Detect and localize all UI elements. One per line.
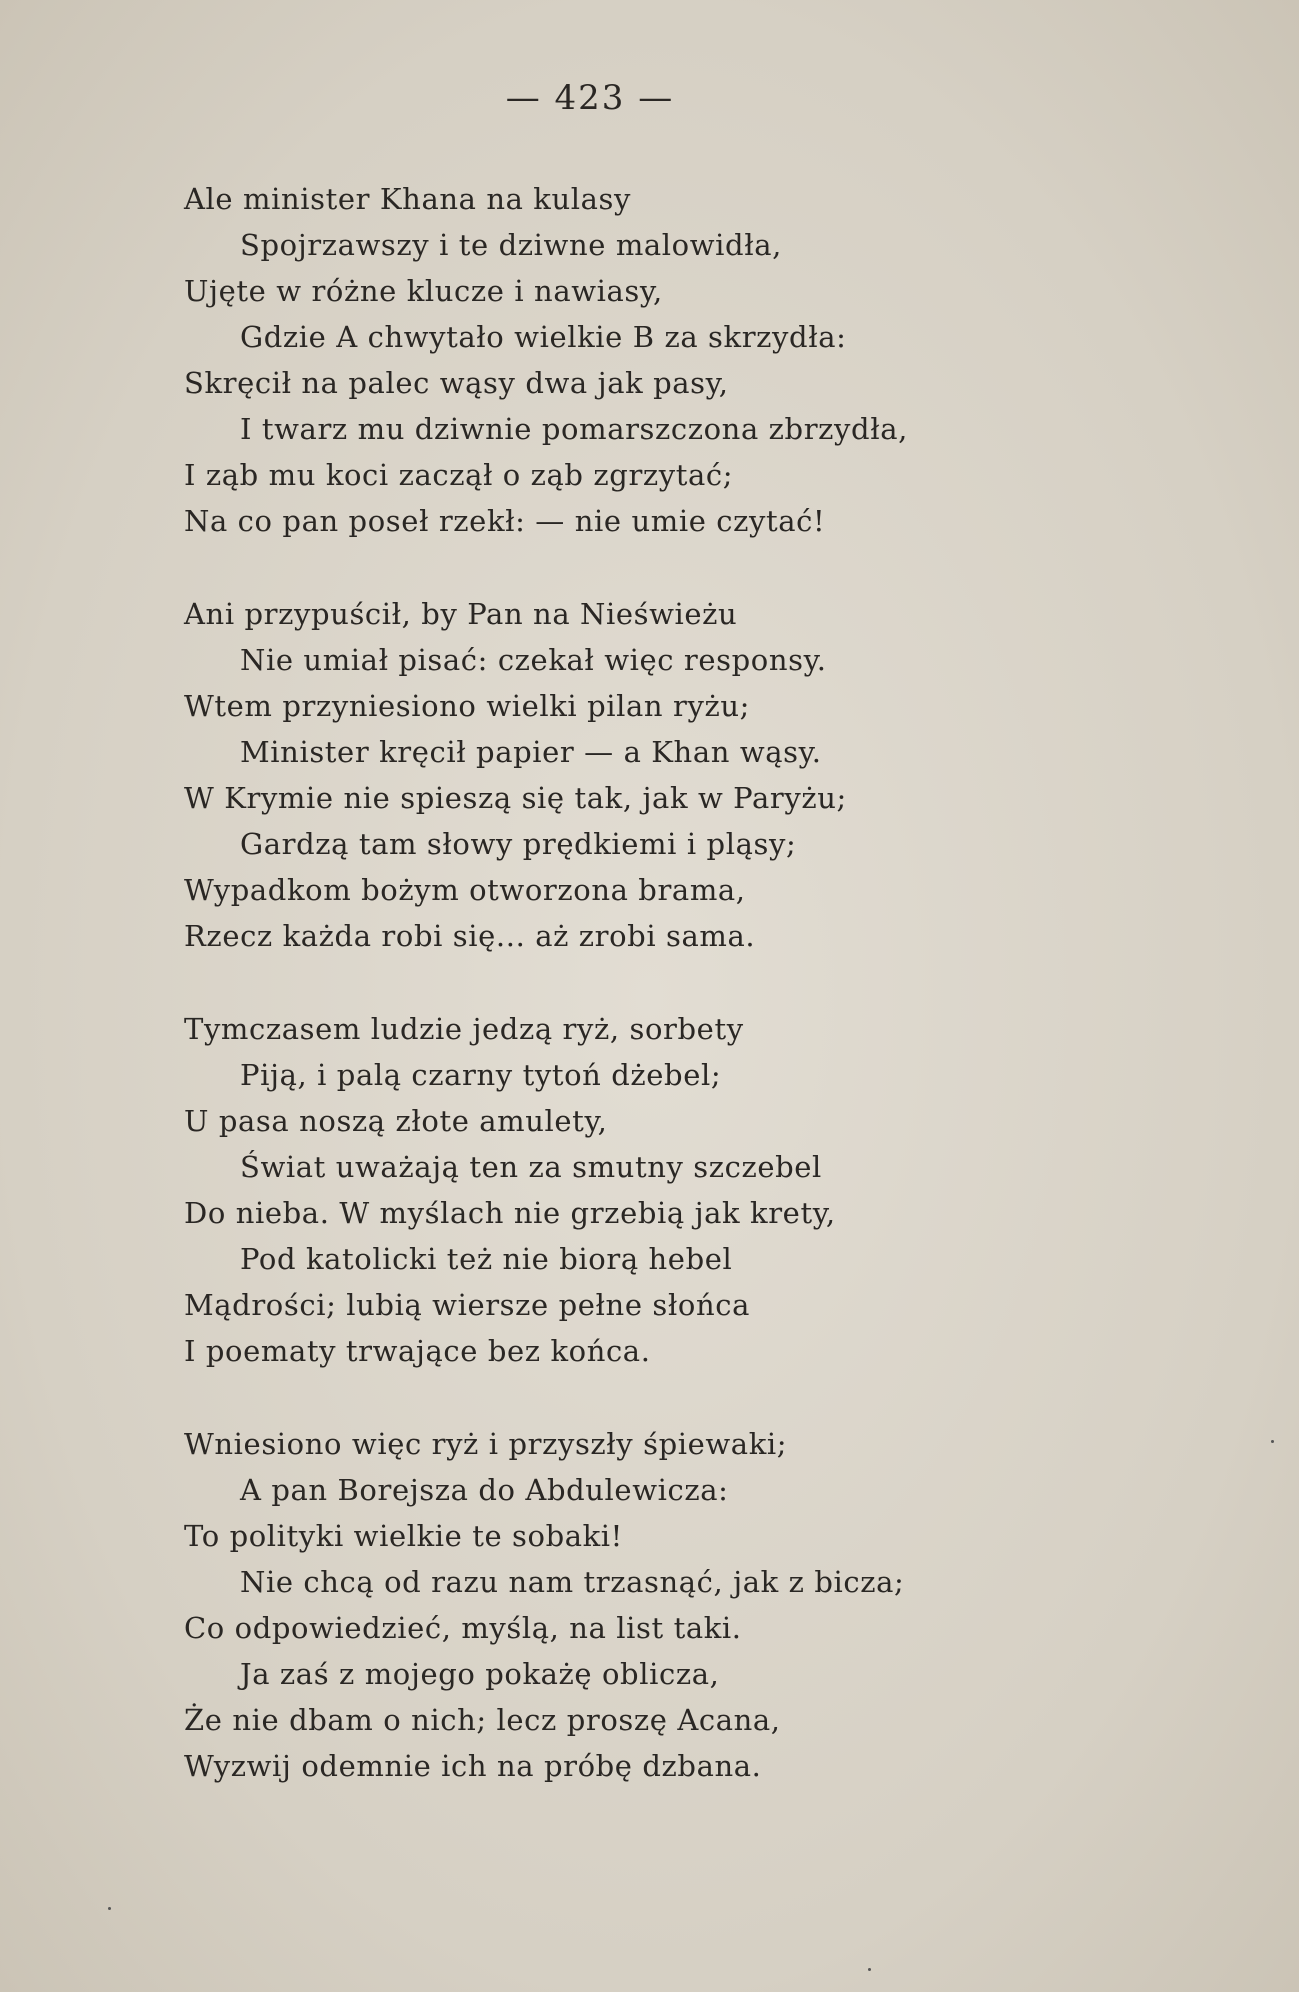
verse-line: I twarz mu dziwnie pomarszczona zbrzydła,: [240, 412, 908, 446]
verse-line: Wniesiono więc ryż i przyszły śpiewaki;: [184, 1427, 788, 1461]
verse-line: Na co pan poseł rzekł: — nie umie czytać!: [184, 504, 826, 538]
stanza-2: [184, 591, 1244, 959]
verse-line: Do nieba. W myślach nie grzebią jak krety,: [184, 1196, 836, 1230]
verse-line: Tymczasem ludzie jedzą ryż, sorbety: [184, 1012, 744, 1046]
verse-line: Rzecz każda robi się... aż zrobi sama.: [184, 919, 756, 953]
stanza-1: [184, 176, 1244, 544]
verse-line: Wypadkom bożym otworzona brama,: [184, 873, 746, 907]
verse-line: Piją, i palą czarny tytoń dżebel;: [240, 1058, 722, 1092]
verse-line: I poematy trwające bez końca.: [184, 1334, 651, 1368]
verse-line: Świat uważają ten za smutny szczebel: [240, 1150, 822, 1184]
verse-line: Ja zaś z mojego pokażę oblicza,: [240, 1657, 720, 1691]
verse-line: I ząb mu koci zaczął o ząb zgrzytać;: [184, 458, 734, 492]
verse-line: Mądrości; lubią wiersze pełne słońca: [184, 1288, 750, 1322]
verse-line: Gardzą tam słowy prędkiemi i pląsy;: [240, 827, 797, 861]
verse-line: Wtem przyniesiono wielki pilan ryżu;: [184, 689, 750, 723]
verse-line: W Krymie nie spieszą się tak, jak w Paryżu;: [184, 781, 847, 815]
verse-line: Gdzie A chwytało wielkie B za skrzydła:: [240, 320, 847, 354]
paper-speck: [108, 1907, 111, 1910]
verse-line: Ani przypuścił, by Pan na Nieświeżu: [184, 597, 738, 631]
verse-line: Nie umiał pisać: czekał więc responsy.: [240, 643, 827, 677]
verse-line: Skręcił na palec wąsy dwa jak pasy,: [184, 366, 729, 400]
page-number: — 423 —: [505, 78, 675, 118]
paper-speck: [868, 1968, 871, 1971]
verse-line: Że nie dbam o nich; lecz proszę Acana,: [184, 1703, 781, 1737]
verse-line: Pod katolicki też nie biorą hebel: [240, 1242, 733, 1276]
verse-line: Minister kręcił papier — a Khan wąsy.: [240, 735, 822, 769]
stanza-4: [184, 1421, 1244, 1789]
verse-line: Ale minister Khana na kulasy: [184, 182, 631, 216]
verse-line: Wyzwij odemnie ich na próbę dzbana.: [184, 1749, 762, 1783]
verse-line: Co odpowiedzieć, myślą, na list taki.: [184, 1611, 742, 1645]
verse-line: Spojrzawszy i te dziwne malowidła,: [240, 228, 782, 262]
paper-speck: [1271, 1440, 1274, 1443]
verse-line: A pan Borejsza do Abdulewicza:: [240, 1473, 729, 1507]
verse-line: To polityki wielkie te sobaki!: [184, 1519, 623, 1553]
stanza-3: [184, 1006, 1244, 1374]
verse-line: Nie chcą od razu nam trzasnąć, jak z bicza;: [240, 1565, 905, 1599]
verse-line: U pasa noszą złote amulety,: [184, 1104, 608, 1138]
poem-body: [184, 176, 1244, 1836]
verse-line: Ujęte w różne klucze i nawiasy,: [184, 274, 663, 308]
